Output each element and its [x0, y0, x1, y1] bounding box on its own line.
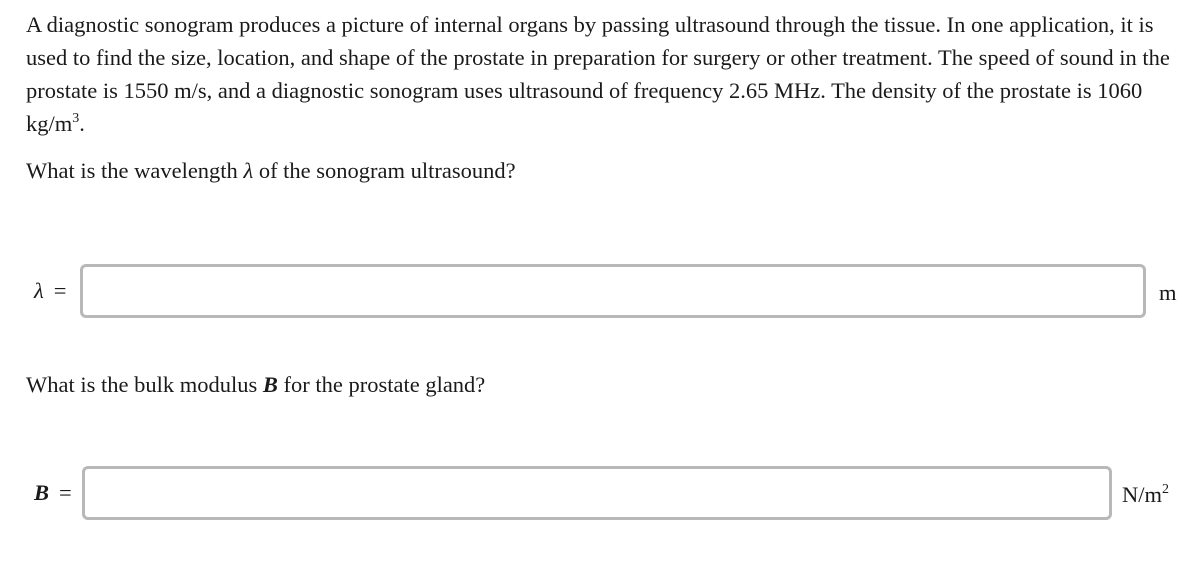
question-bulk-modulus-suffix: for the prostate gland?: [277, 372, 486, 397]
wavelength-unit: m: [1159, 280, 1177, 305]
wavelength-input[interactable]: [80, 264, 1146, 318]
b-symbol: B: [262, 372, 278, 397]
lambda-symbol: λ: [243, 158, 254, 183]
question-wavelength-prefix: What is the wavelength: [26, 158, 244, 183]
question-wavelength-suffix: of the sonogram ultrasound?: [253, 158, 516, 183]
wavelength-answer-row: [0, 264, 1200, 320]
question-bulk-modulus-prefix: What is the bulk modulus: [26, 372, 263, 397]
bulk-modulus-unit-base: N/m: [1122, 482, 1163, 507]
bulk-modulus-unit: [1122, 480, 1169, 510]
problem-statement: [26, 8, 1186, 140]
exponent-2: 2: [1162, 481, 1170, 497]
lambda-variable: λ: [34, 278, 44, 303]
bulk-modulus-label: [34, 478, 72, 508]
problem-text: A diagnostic sonogram produces a picture of internal organs by passing ultrasound through the tissue. In one application, it is used to find the size, location, and shape of the prostate in preparation for surgery or other treatment. The speed of sound in the prostate is 1550 m/s, and a diagnostic sonogram uses ultrasound of frequency 2.65 MHz. The density of the prostate is 1060 kg/m: [26, 12, 1170, 136]
wavelength-label: [34, 276, 66, 306]
equals-sign: =: [53, 278, 67, 303]
bulk-modulus-answer-row: [0, 466, 1200, 522]
question-bulk-modulus: [26, 370, 485, 400]
b-variable: B: [34, 480, 50, 505]
bulk-modulus-input[interactable]: [82, 466, 1112, 520]
problem-period: .: [79, 111, 85, 136]
equals-sign: =: [59, 480, 72, 505]
question-wavelength: [26, 156, 516, 186]
exponent-3: 3: [72, 110, 80, 126]
